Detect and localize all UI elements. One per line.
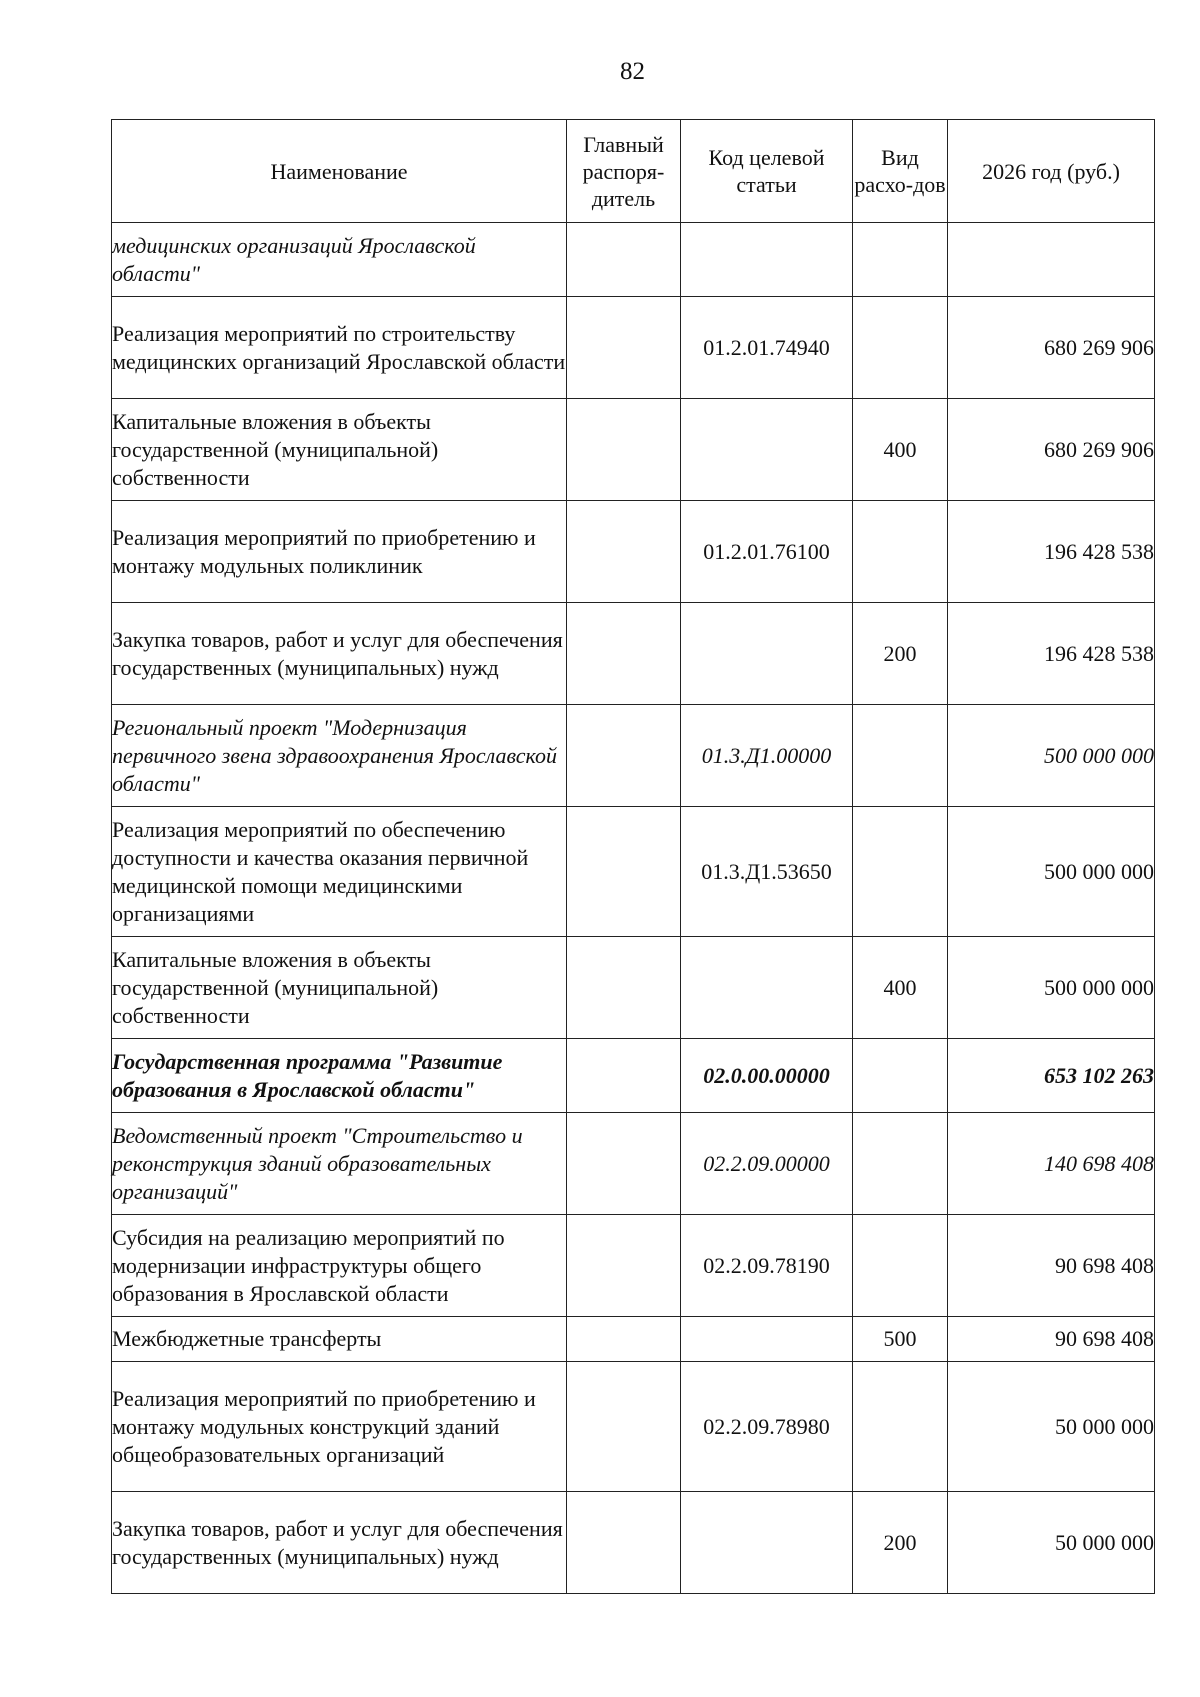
- table-row: [112, 1317, 1155, 1362]
- row-code: [681, 1492, 853, 1594]
- row-code: 02.2.09.78190: [681, 1215, 853, 1317]
- header-name: Наименование: [112, 120, 567, 223]
- row-amount: 50 000 000: [948, 1492, 1155, 1594]
- row-kind: [853, 1113, 948, 1215]
- row-code: [681, 223, 853, 297]
- row-admin: [567, 937, 681, 1039]
- row-kind: 500: [853, 1317, 948, 1362]
- row-code: 01.2.01.74940: [681, 297, 853, 399]
- table-row: [112, 705, 1155, 807]
- row-amount: [948, 223, 1155, 297]
- row-admin: [567, 807, 681, 937]
- table-row: [112, 1362, 1155, 1492]
- row-name: Субсидия на реализацию мероприятий по модернизации инфраструктуры общего образования в Ярославской области: [112, 1215, 567, 1317]
- row-code: 02.2.09.78980: [681, 1362, 853, 1492]
- row-code: 01.3.Д1.00000: [681, 705, 853, 807]
- row-amount: 680 269 906: [948, 297, 1155, 399]
- row-kind: [853, 223, 948, 297]
- row-admin: [567, 297, 681, 399]
- table-header-row: [112, 120, 1155, 223]
- header-code: Код целевой статьи: [681, 120, 853, 223]
- row-code: 01.2.01.76100: [681, 501, 853, 603]
- row-admin: [567, 705, 681, 807]
- row-kind: 200: [853, 603, 948, 705]
- row-amount: 90 698 408: [948, 1215, 1155, 1317]
- table-row: [112, 603, 1155, 705]
- row-kind: [853, 705, 948, 807]
- table-row: [112, 501, 1155, 603]
- row-name: Реализация мероприятий по приобретению и монтажу модульных конструкций зданий общеобразовательных организаций: [112, 1362, 567, 1492]
- row-name: Государственная программа "Развитие образования в Ярославской области": [112, 1039, 567, 1113]
- row-kind: 400: [853, 937, 948, 1039]
- row-name: Закупка товаров, работ и услуг для обеспечения государственных (муниципальных) нужд: [112, 603, 567, 705]
- row-amount: 140 698 408: [948, 1113, 1155, 1215]
- row-code: [681, 399, 853, 501]
- row-code: 02.2.09.00000: [681, 1113, 853, 1215]
- row-admin: [567, 1492, 681, 1594]
- table-row: [112, 1113, 1155, 1215]
- row-amount: 500 000 000: [948, 705, 1155, 807]
- row-admin: [567, 1039, 681, 1113]
- table-row: [112, 223, 1155, 297]
- header-kind: Вид расхо-дов: [853, 120, 948, 223]
- table-row: [112, 1492, 1155, 1594]
- row-kind: 400: [853, 399, 948, 501]
- row-code: 02.0.00.00000: [681, 1039, 853, 1113]
- row-amount: 90 698 408: [948, 1317, 1155, 1362]
- header-amount: 2026 год (руб.): [948, 120, 1155, 223]
- table-row: [112, 1215, 1155, 1317]
- row-name: Реализация мероприятий по приобретению и монтажу модульных поликлиник: [112, 501, 567, 603]
- row-amount: 500 000 000: [948, 807, 1155, 937]
- row-amount: 50 000 000: [948, 1362, 1155, 1492]
- row-admin: [567, 1215, 681, 1317]
- header-admin: Главный распоря-дитель: [567, 120, 681, 223]
- row-admin: [567, 223, 681, 297]
- row-kind: [853, 297, 948, 399]
- row-amount: 500 000 000: [948, 937, 1155, 1039]
- row-name: Капитальные вложения в объекты государственной (муниципальной) собственности: [112, 937, 567, 1039]
- row-code: [681, 1317, 853, 1362]
- row-admin: [567, 399, 681, 501]
- table-row: [112, 807, 1155, 937]
- row-kind: [853, 1039, 948, 1113]
- row-name: Реализация мероприятий по обеспечению доступности и качества оказания первичной медицинской помощи медицинскими организациями: [112, 807, 567, 937]
- row-name: медицинских организаций Ярославской области": [112, 223, 567, 297]
- row-admin: [567, 1113, 681, 1215]
- budget-table: [111, 119, 1155, 1594]
- row-kind: [853, 501, 948, 603]
- row-admin: [567, 1317, 681, 1362]
- table-row: [112, 937, 1155, 1039]
- row-kind: [853, 1362, 948, 1492]
- row-admin: [567, 603, 681, 705]
- row-admin: [567, 501, 681, 603]
- row-name: Региональный проект "Модернизация первичного звена здравоохранения Ярославской области": [112, 705, 567, 807]
- row-name: Капитальные вложения в объекты государственной (муниципальной) собственности: [112, 399, 567, 501]
- row-name: Ведомственный проект "Строительство и реконструкция зданий образовательных организаций": [112, 1113, 567, 1215]
- row-amount: 196 428 538: [948, 501, 1155, 603]
- table-row: [112, 297, 1155, 399]
- row-amount: 653 102 263: [948, 1039, 1155, 1113]
- table-row: [112, 399, 1155, 501]
- row-code: [681, 937, 853, 1039]
- table-row: [112, 1039, 1155, 1113]
- page-number: 82: [620, 58, 645, 85]
- row-code: 01.3.Д1.53650: [681, 807, 853, 937]
- row-admin: [567, 1362, 681, 1492]
- row-kind: [853, 1215, 948, 1317]
- row-name: Межбюджетные трансферты: [112, 1317, 567, 1362]
- row-kind: 200: [853, 1492, 948, 1594]
- row-name: Закупка товаров, работ и услуг для обеспечения государственных (муниципальных) нужд: [112, 1492, 567, 1594]
- row-name: Реализация мероприятий по строительству медицинских организаций Ярославской области: [112, 297, 567, 399]
- row-kind: [853, 807, 948, 937]
- row-amount: 680 269 906: [948, 399, 1155, 501]
- row-code: [681, 603, 853, 705]
- row-amount: 196 428 538: [948, 603, 1155, 705]
